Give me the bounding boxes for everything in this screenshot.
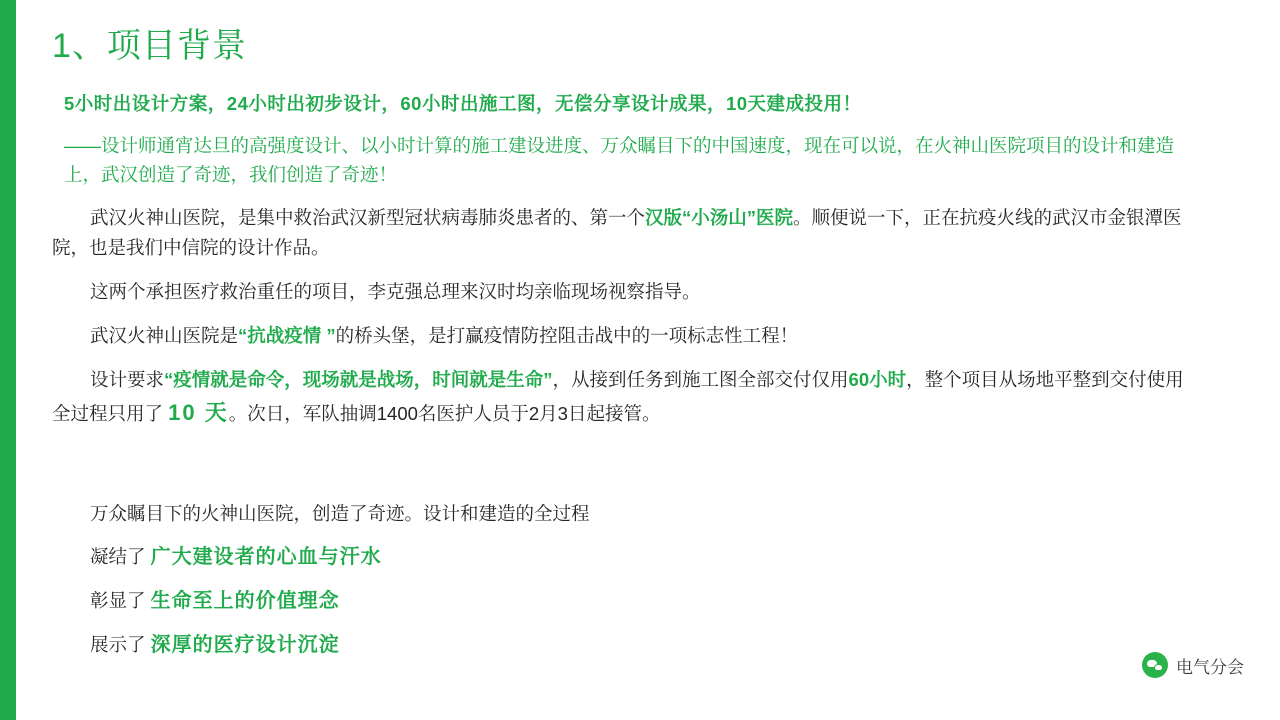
closing-line-3-prefix: 彰显了 [90, 589, 151, 611]
closing-line-4 [90, 630, 990, 661]
subtitle-statement: ——设计师通宵达旦的高强度设计、以小时计算的施工建设进度、万众瞩目下的中国速度，现在可以说，在火神山医院项目的设计和建造上，武汉创造了奇迹，我们创造了奇迹！ [64, 135, 1175, 185]
paragraph-2 [52, 277, 1192, 307]
paragraph-1-highlight: 汉版“小汤山”医院 [645, 207, 794, 229]
paragraph-4-part-5: ，整个项目从场地平整到交付使用全过程只用了 [52, 369, 1184, 425]
paragraph-4-hours: 60小时 [848, 369, 907, 391]
paragraph-4-part-1: 设计要求 [90, 369, 165, 391]
paragraph-2-part-1: 这两个承担医疗救治重任的项目，李克强总理来汉时均亲临现场视察指导。 [90, 281, 701, 303]
left-accent-bar [0, 0, 16, 720]
lead-statement: 5小时出设计方案，24小时出初步设计，60小时出施工图，无偿分享设计成果，10天建成投用！ [64, 93, 862, 114]
wechat-watermark [1132, 648, 1254, 682]
page-title: 1、项目背景 [52, 27, 247, 65]
paragraph-1 [52, 203, 1192, 263]
closing-line-1 [90, 500, 990, 529]
closing-line-3-highlight: 生命至上的价值理念 [150, 589, 340, 612]
paragraph-4-quote: “疫情就是命令，现场就是战场，时间就是生命” [164, 369, 553, 391]
closing-line-4-prefix: 展示了 [90, 633, 151, 655]
paragraph-4-part-3: ，从接到任务到施工图全部交付仅用 [552, 369, 849, 391]
paragraph-1-part-3: 。顺便说一下，正在抗疫火线的武汉市金银潭医院，也是我们中信院的设计作品。 [52, 207, 1182, 259]
closing-line-3 [90, 586, 990, 617]
closing-line-2-highlight: 广大建设者的心血与汗水 [150, 545, 382, 568]
paragraph-3-highlight: “抗战疫情 ” [238, 325, 336, 347]
paragraph-3-part-3: 的桥头堡，是打赢疫情防控阻击战中的一项标志性工程！ [335, 325, 799, 347]
paragraph-4-days: 10 天 [168, 400, 229, 426]
wechat-icon [1142, 652, 1168, 678]
slide-content [52, 82, 1242, 431]
paragraph-1-part-1: 武汉火神山医院，是集中救治武汉新型冠状病毒肺炎患者的、第一个 [90, 207, 646, 229]
closing-line-2-prefix: 凝结了 [90, 545, 151, 567]
closing-line-1-prefix: 万众瞩目下的火神山医院，创造了奇迹。设计和建造的全过程 [90, 503, 590, 524]
paragraph-4 [52, 365, 1192, 431]
paragraph-3 [52, 321, 1192, 351]
closing-line-4-highlight: 深厚的医疗设计沉淀 [150, 633, 340, 656]
closing-block [90, 500, 990, 674]
closing-line-2 [90, 542, 990, 573]
paragraph-3-part-1: 武汉火神山医院是 [90, 325, 239, 347]
paragraph-4-part-7: 。次日，军队抽调1400名医护人员于2月3日起接管。 [228, 403, 661, 425]
wechat-account-name: 电气分会 [1176, 657, 1244, 677]
